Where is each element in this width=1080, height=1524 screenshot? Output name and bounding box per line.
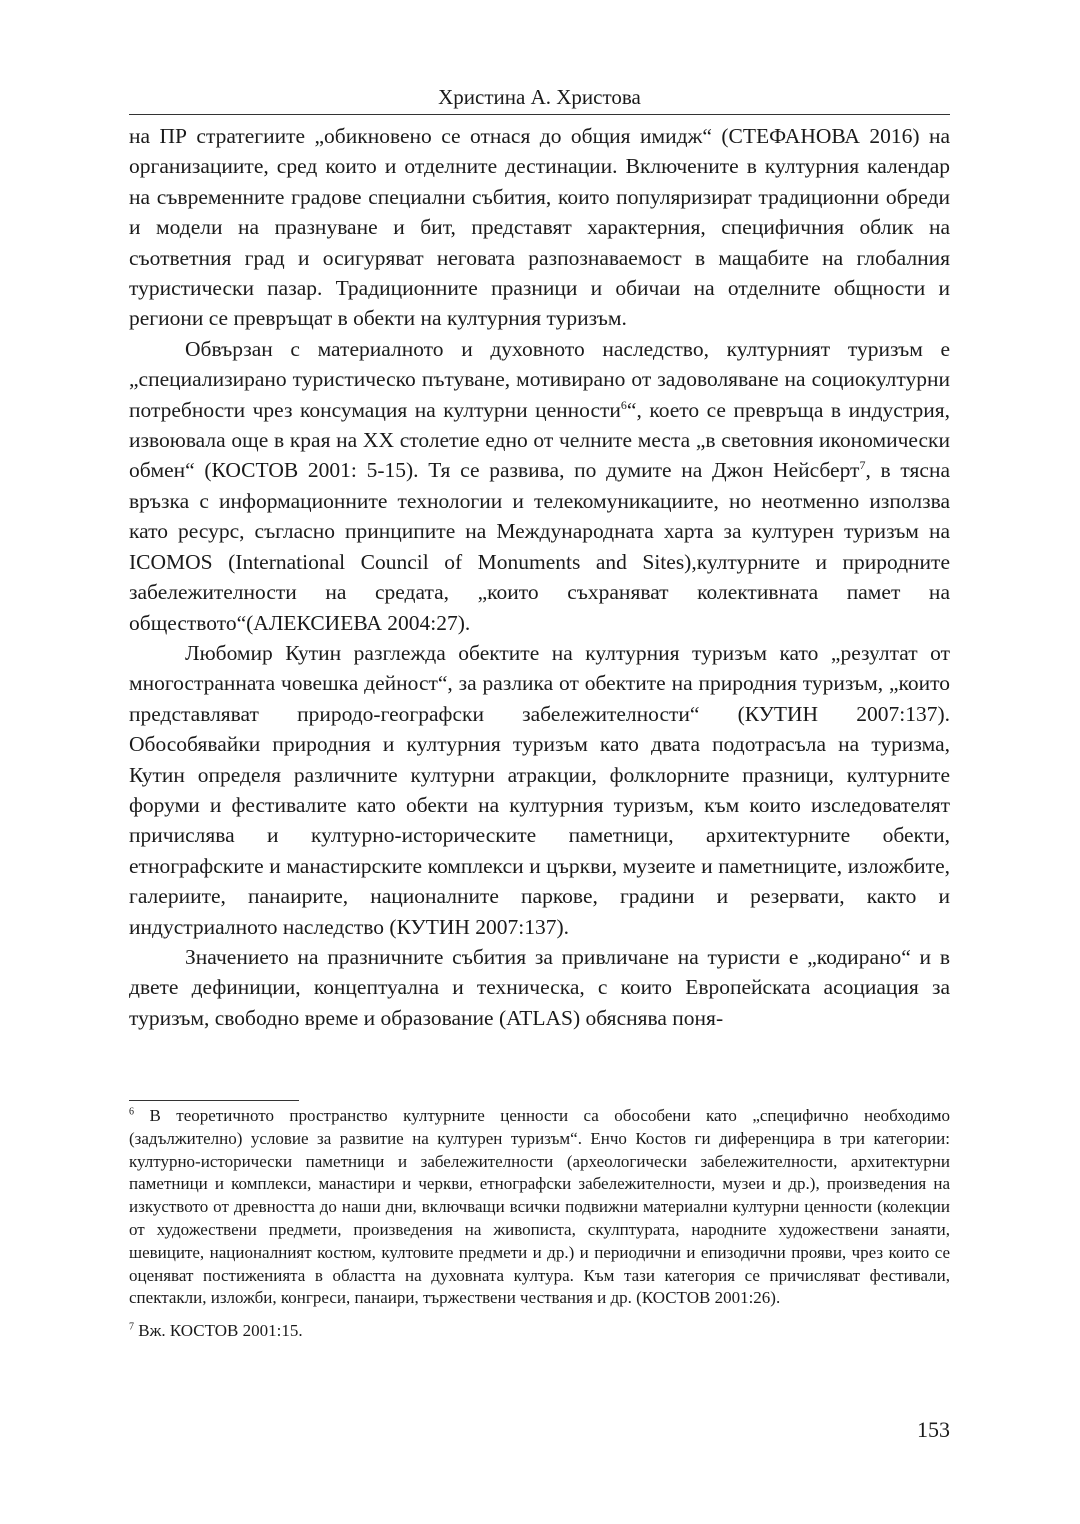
footnote-7-text: Вж. КОСТОВ 2001:15. xyxy=(134,1321,303,1341)
footnote-number-6: 6 xyxy=(129,1106,134,1118)
footnote-ref-7[interactable]: 7 xyxy=(859,458,866,473)
document-page xyxy=(129,0,950,1524)
main-text xyxy=(129,121,950,1033)
footnote-separator xyxy=(129,1100,299,1101)
paragraph-2-part-2: “, което се превръща в индустрия, извоювала още в края на ХХ столетие едно от челните места „в световния икономически обмен“ (КОСТОВ 2001: 5-15). Тя се развива, по думите на Джон Нейсберт xyxy=(129,397,950,483)
footnotes xyxy=(129,1105,950,1343)
paragraph-4: Значението на празничните събития за привличане на туристи е „кодирано“ и в двете дефиниции, концептуална и техническа, с които Европейската асоциация за туризъм, свободно време и образование (ATLAS) обяснява поня- xyxy=(129,944,950,1030)
header-rule xyxy=(129,114,950,115)
paragraph-2 xyxy=(129,334,950,638)
paragraph-2-part-3: , в тясна връзка с информационните технологии и телекомуникациите, но неотменно използва като ресурс, съгласно принципите на Международната харта за културен туризъм на ICOMOS (International Council of Monuments and Sites),културните и природните забележителности на средата, „които съхраняват колективната памет на обществото“(АЛЕКСИЕВА 2004:27). xyxy=(129,458,950,635)
paragraph-2-part-1: Обвързан с материалното и духовното наследство, културният туризъм е „специализирано туристическо пътуване, мотивирано от задоволяване на социокултурни потребности чрез консумация на културни ценности xyxy=(129,336,950,422)
paragraph-1: на ПР стратегиите „обикновено се отнася до общия имидж“ (СТЕФАНОВА 2016) на организациите, сред които и отделните дестинации. Включените в културния календар на съвременните градове специални събития, които популяризират традиционни обреди и модели на празнуване и бит, представят характерния, специфичния облик на съответния град и осигуряват неговата разпознаваемост в мащабите на глобалния туристически пазар. Традиционните празници и обичаи на отделните общности и региони се превръщат в обекти на културния туризъм. xyxy=(129,124,950,331)
footnote-ref-6[interactable]: 6 xyxy=(620,397,627,412)
footnote-6-text: В теоретичното пространство културните ценности са обособени като „специфично необходимо (задължително) условие за развитие на културен туризъм“. Енчо Костов ги диференцира в три категории: културно-исторически паметници и забележителности (археологически забележителности, архитектурни паметници и комплекси, манастири и черкви, етнографски забележителности, музеи и др.), произведения на изкуството от древността до наши дни, включващи всички подвижни материални културни ценности (колекции от художествени предмети, произведения на живописта, скулптурата, народните художествени занаяти, шевиците, националният костюм, култовите предмети и др.) и периодични и епизодични прояви, чрез които се оценяват постиженията в областта на духовната култура. Към тази категория се причисляват фестивали, спектакли, изложби, конгреси, панаири, тържествени чествания и др. (КОСТОВ 2001:26). xyxy=(129,1106,950,1308)
footnote-number-7: 7 xyxy=(129,1321,134,1333)
page-number: 153 xyxy=(917,1417,950,1442)
footnote-7 xyxy=(129,1320,950,1343)
paragraph-3: Любомир Кутин разглежда обектите на културния туризъм като „резултат от многостранната човешка дейност“, за разлика от обектите на природния туризъм, „които представляват природо-географски забележителности“ (КУТИН 2007:137). Обособявайки природния и културния туризъм като двата подотрасъла на туризма, Кутин определя различните културни атракции, фолклорните празници, културните форуми и фестивалите като обекти на културния туризъм, към които изследователят причислява и културно-историческите паметници, архитектурните обекти, етнографските и манастирските комплекси и църкви, музеите и паметниците, изложбите, галериите, панаирите, националните паркове, градини и резервати, както и индустриалното наследство (КУТИН 2007:137). xyxy=(129,640,950,939)
footnote-6 xyxy=(129,1105,950,1310)
running-header-author: Христина А. Христова xyxy=(438,85,641,109)
